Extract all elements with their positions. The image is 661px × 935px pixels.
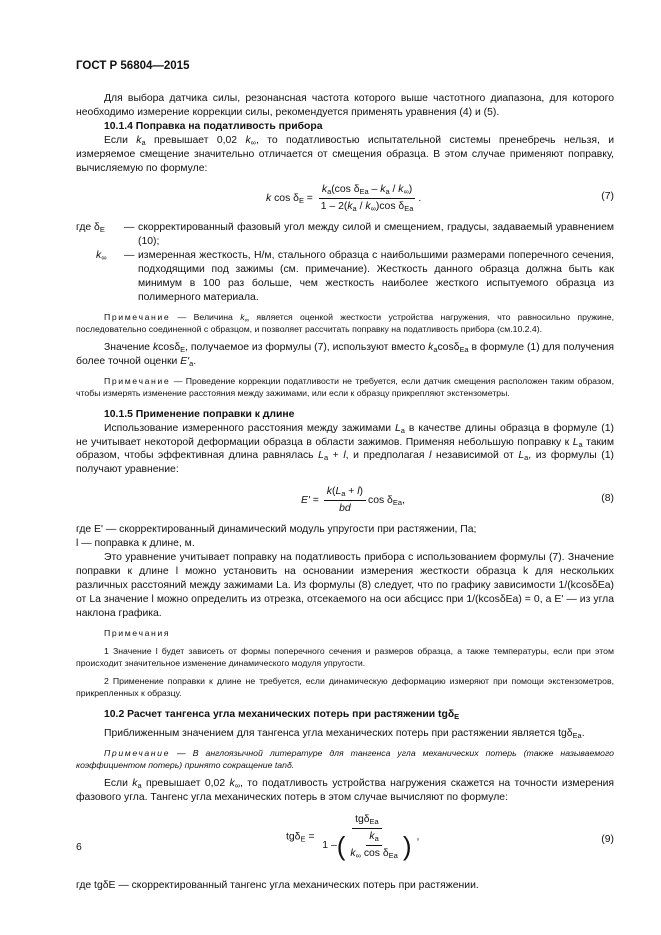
note-tan-delta: Примечание — В англоязычной литературе для тангенса угла механических потерь (также называемого коэффициентом потерь) принято сокращение tanδ.	[76, 748, 614, 771]
note-compliance: Примечание — Проведение коррекции податливости не требуется, если датчик смещения расположен таким образом, чтобы измерять изменение расстояния между зажимами, или если к образцу прикрепляют экстензометры.	[76, 375, 614, 398]
formula-8: E' = $\frac{k(L_a + l)}{bd}$ $\cos \delta_{Ea}$, (8)	[301, 486, 614, 515]
paragraph-equation-note: Это уравнение учитывает поправку на податливость прибора с использованием формулы (7). Значение поправки к длине l можно установить на основании измерения жесткости образца k для нескольких различных расстояний между зажимами Lа. Из формулы (8) следует, что по графику зависимости 1/(kcosδEa) от Lа значение l можно определить из отрезка, отсекаемого на оси абсцисс при 1/(kcosδEa) = 0, а E' — из угла наклона графика.	[76, 552, 614, 619]
note-stiffness: Примечание — Величина $k_\infty$ является оценкой жесткости устройства нагружения, что равносильно пружине, последовательно соединенной с образцом, и позволяет рассчитать поправку на податливость прибора (см.10.2.4).	[76, 311, 615, 334]
note-item-2: 2 Применение поправки к длине не требуется, если динамическую деформацию измеряют при помощи экстензометров, прикрепленных к образцу.	[76, 675, 614, 698]
paragraph-approx: Приближенным значением для тангенса угла механических потерь при растяжении является tgδ$_{Ea}$.	[104, 728, 585, 741]
document-body	[76, 92, 614, 893]
formula-7: k $\cos \delta_E$ = $\frac{k_a(\cos \delta_{Ea} - k_a / k_\infty)}{1 - 2(k_a / k_\infty)\cos \delta_{Ea}}$ . (7)	[266, 184, 614, 214]
where-length: l — поправка к длине, м.	[76, 538, 195, 550]
definition-item: $k_\infty$ — измеренная жесткость, Н/м, стального образца с наибольшими размерами поперечного сечения, подходящими под зажимы (см. примечание). Жесткость данного образца должна быть как минимум в 100 раз больше, чем жесткость наиболее жесткого испытуемого образца из полимерного материала.	[96, 250, 614, 303]
page-number: 6	[76, 842, 82, 853]
paragraph-compliance: Если $k_a$ превышает 0,02 $k_\infty$, то податливостью испытательной системы пренебречь нельзя, и измеряемое смещение значительно отличается от смещения образца. В этом случае применяют поправку, вычисляемую по формуле:	[76, 134, 615, 174]
notes-label: Примечания	[104, 627, 171, 638]
formula-9-number: (9)	[601, 834, 614, 846]
paragraph-last: где tgδE — скорректированный тангенс угла механических потерь при растяжении.	[76, 880, 479, 892]
heading-10-1-4: 10.1.4 Поправка на податливость прибора	[104, 120, 323, 132]
intro-paragraph: Для выбора датчика силы, резонансная частота которого выше частотного диапазона, для которого необходимо измерение коррекции силы, рекомендуется применять уравнения (4) и (5).	[76, 93, 614, 118]
definition-item: где $\delta_E$ — скорректированный фазовый угол между силой и смещением, градусы, задаваемый уравнением (10);	[76, 222, 614, 248]
page-header: ГОСТ Р 56804—2015	[76, 60, 190, 72]
paragraph-loss-tangent: Если $k_a$ превышает 0,02 $k_\infty$, то податливость устройства нагружения скажется на точности измерения фазового угла. Тангенс угла механических потерь в этом случае вычисляют по формуле:	[76, 778, 615, 804]
note-item-1: 1 Значение l будет зависеть от формы поперечного сечения и размеров образца, а также температуры, если при этом происходит значительное изменение динамического модуля упругости.	[76, 645, 614, 668]
definitions-list	[76, 221, 614, 304]
heading-10-2: 10.2 Расчет тангенса угла механических потерь при растяжении tgδ$_E$	[104, 708, 460, 721]
formula-9: tgδ$_E$ = tgδ$_{Ea}$ 1 – ( $\frac{k_a}{k_\infty \cos \delta_{Ea}}$ ) , (9)	[286, 814, 614, 861]
formula-7-number: (7)	[601, 191, 614, 203]
heading-10-1-5: 10.1.5 Применение поправки к длине	[104, 408, 295, 420]
where-modulus: где E' — скорректированный динамический модуль упругости при растяжении, Па;	[76, 524, 477, 536]
formula-8-number: (8)	[601, 493, 614, 505]
paragraph-length-correction: Использование измеренного расстояния между зажимами $L_a$ в качестве длины образца в формуле (1) не учитывает некоторой деформации образца в области зажимов. Применяя небольшую поправку к $L_a$ таким образом, чтобы эффективная длина равнялась $L_a + l$, и предполагая l независимой от $L_a$, из формулы (1) получают уравнение:	[76, 422, 615, 476]
paragraph-value: Значение kcosδ$_E$, получаемое из формулы (7), используют вместо $k_a\cos\delta_{Ea}$ в формуле (1) для получения более точной оценки $E'_a$.	[76, 341, 614, 368]
